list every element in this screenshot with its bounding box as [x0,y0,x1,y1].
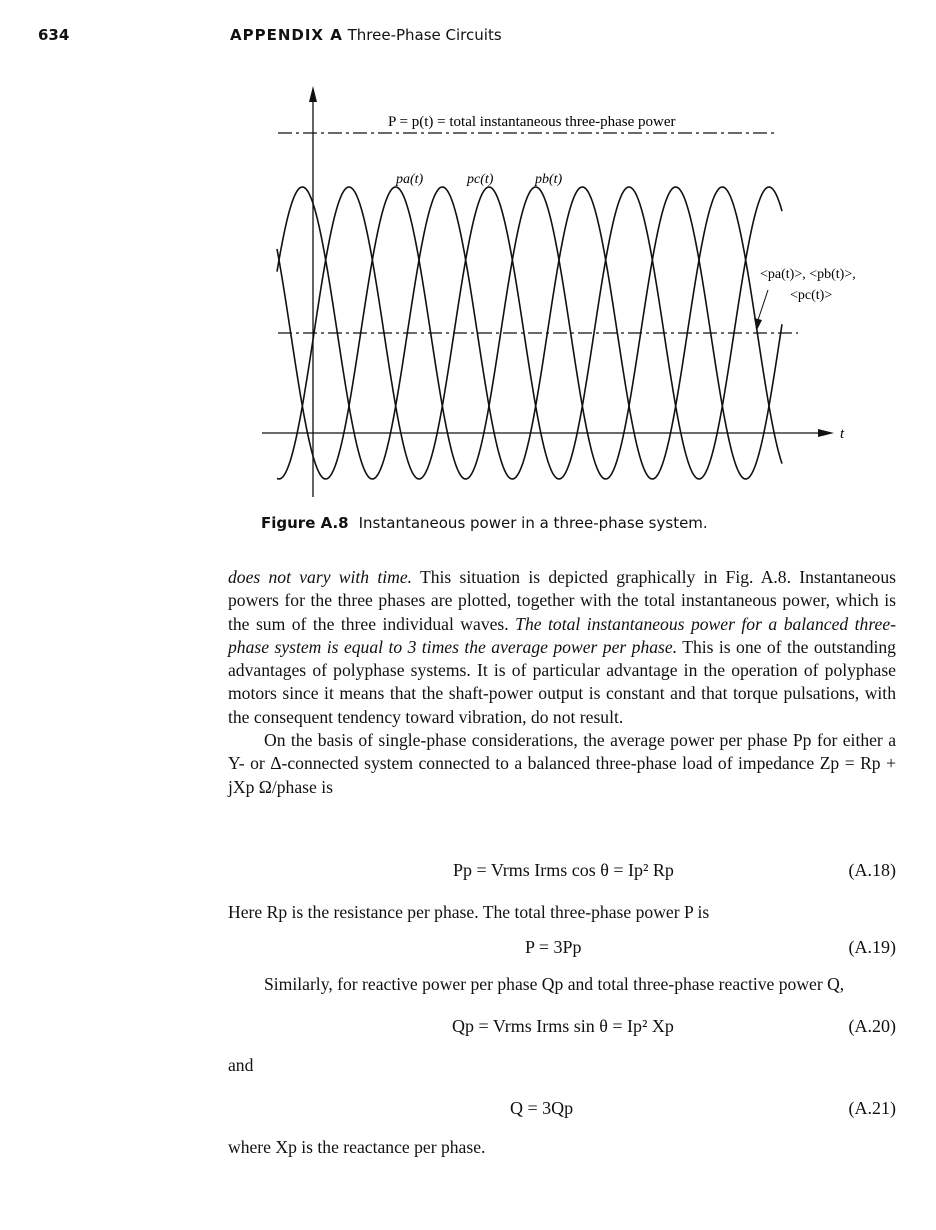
figure-caption-label: Figure A.8 [261,514,349,532]
vertical-axis-arrow [309,86,317,102]
equation-a18-number: (A.18) [848,860,896,880]
average-label-2: <pc(t)> [790,288,833,303]
paragraph-1-text-a: This situation is depicted graphically in Fig. A.8. Instantaneous powers for the three phases are plotted, together with the total instantaneous power, which is the sum of the three individual waves. [228,567,896,634]
paragraph-1-italic-2: The total instantaneous power for a balanced three-phase system is equal to 3 times the average power per phase. [228,613,897,657]
appendix-label: APPENDIX A [230,26,343,44]
appendix-title: Three-Phase Circuits [347,26,502,44]
paragraph-1-text-b: This is one of the outstanding advantages of polyphase systems. It is of particular advantage in the operation of polyphase motors since it means that the shaft-power output is constant and that torque pulsations, with the consequent tendency toward vibration, do not result. [228,636,896,727]
phase-a-label: pa(t) [396,172,424,187]
equation-a19-expr: P = 3Pp [525,937,582,957]
page-header [38,26,898,50]
body-text [228,566,896,799]
equation-a21 [228,1098,896,1124]
figure-caption [261,514,708,532]
text-after-a18: Here Rp is the resistance per phase. The total three-phase power P is [228,902,710,922]
page-number: 634 [38,26,70,44]
text-and: and [228,1055,254,1075]
paragraph-1 [228,566,896,729]
equation-a20-number: (A.20) [848,1016,896,1036]
equation-a20 [228,1016,896,1042]
paragraph-2: On the basis of single-phase considerations, the average power per phase Pp for either a Y- or Δ-connected system connected to a balanced three-phase load of impedance Zp = Rp + jXp Ω/phase is [228,730,896,797]
figure-caption-text: Instantaneous power in a three-phase system. [358,514,708,532]
time-axis-arrow [818,429,834,437]
three-phase-power-figure [0,80,936,510]
time-axis-label: t [840,426,845,442]
equation-a19-number: (A.19) [848,937,896,957]
equation-a20-expr: Qp = Vrms Irms sin θ = Ip² Xp [452,1016,674,1036]
average-leader-line [758,290,768,320]
paragraph-1-italic: does not vary with time. [228,567,413,587]
text-after-a19: Similarly, for reactive power per phase Qp and total three-phase reactive power Q, [264,974,845,994]
equation-a18 [228,860,896,886]
equation-a19 [228,937,896,963]
running-head [230,26,502,44]
phase-c-label: pc(t) [467,172,494,187]
equation-a21-number: (A.21) [848,1098,896,1118]
phase-b-label: pb(t) [535,172,563,187]
total-power-label: P = p(t) = total instantaneous three-phase power [388,114,676,130]
text-last-line: where Xp is the reactance per phase. [228,1137,486,1157]
equation-a18-expr: Pp = Vrms Irms cos θ = Ip² Rp [453,860,674,880]
equation-a21-expr: Q = 3Qp [510,1098,574,1118]
average-label-1: <pa(t)>, <pb(t)>, [760,267,856,282]
